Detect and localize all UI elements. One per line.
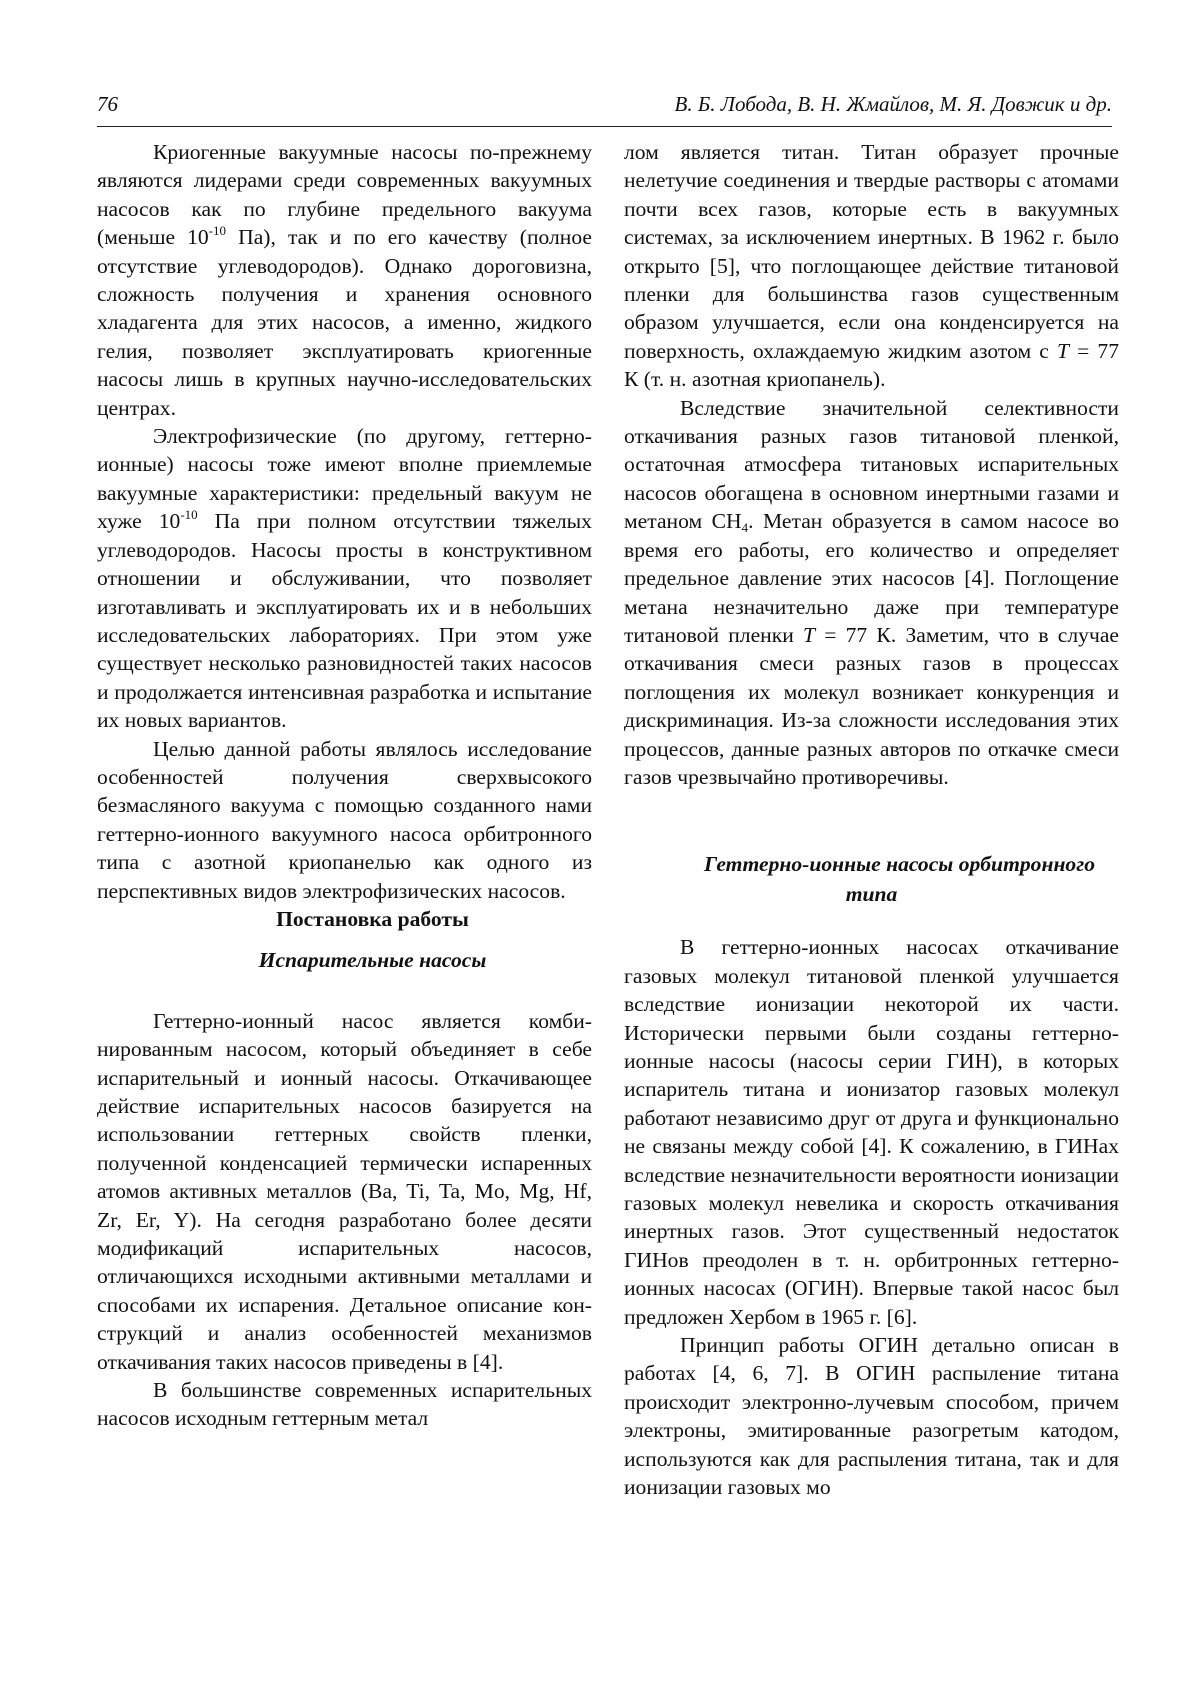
superscript: -10 — [180, 507, 197, 522]
page-header — [97, 92, 1112, 127]
running-head-authors: В. Б. Лобода, В. Н. Жмайлов, М. Я. Довжик и др. — [675, 92, 1112, 117]
page-number: 76 — [97, 92, 118, 117]
left-column — [97, 138, 592, 1433]
variable: T — [803, 623, 815, 647]
text-run: Па), так и по его качеству (полное отсутствие углеводо­родов). Однако дороговизна, сложность полу­чения и хранения основного хладагента для этих насосов, а именно, жидкого гелия, позво­ляет эксплуатировать криогенные насосы лишь в крупных научно-исследовательских центрах. — [97, 225, 592, 419]
subsection-heading: Геттерно-ионные насосы орбитронного типа — [624, 849, 1119, 909]
paragraph: В большинстве современных испари­тельных насосов исходным геттерным метал­ — [97, 1376, 592, 1433]
paragraph: Геттерно-ионный насос является комби­нированным насосом, который объединяет в себе испарительный и ионный насосы. Отка­чивающее действие испарительных насосов базируется на использовании геттерных свойств пленки, полученной конденсацией термически испаренных атомов активных ме­таллов (Ba, Ti, Ta, Mo, Mg, Hf, Zr, Er, Y). На сегодня разработано более десяти модифика­ций испарительных насосов, отличающихся исходными активными металлами и способа­ми их испарения. Детальное описание кон­струкций и анализ особенностей механизмов откачивания таких насосов приведены в [4]. — [97, 1007, 592, 1376]
variable: T — [1057, 339, 1069, 363]
paragraph — [624, 394, 1119, 792]
subscript: 4 — [742, 520, 749, 535]
text-run: Па при полном отсутствии тяжелых углеводородов. Насосы просты в конструктивном отношении и об­служивании, что позволяет изготавливать и эксплуатировать их и в небольших исследова­тельских лабораториях. При этом уже суще­ствует несколько разновидностей таких насо­сов и продолжается интенсивная разработка и испытание их новых вариантов. — [97, 509, 592, 732]
right-column — [624, 138, 1119, 1501]
text-run: Электрофизические (по другому, геттер­но-ионные) насосы тоже имеют вполне при­емлемые вакуумные характеристики: пре­дельный вакуум не хуже 10 — [97, 424, 592, 533]
paragraph — [97, 138, 592, 422]
paragraph — [97, 422, 592, 734]
text-run: . Метан образуется в самом насосе во время его работы, его коли­чество и определяет предельное давление этих насосов [4]. Поглощение метана незначитель­но даже при температуре титановой пленки — [624, 509, 1119, 647]
text-run: Вследствие значительной селективности откачивания разных газов титановой пленкой, остаточная атмосфера титановых испаритель­ных насосов обогащена в основном инертны­ми газами и метаном CH — [624, 396, 1119, 534]
paragraph: Целью данной работы являлось исследо­вание особенностей получения сверхвысокого безмасляного вакуума с помощью созданного нами геттерно-ионного вакуумного насоса ор­битронного типа с азотной криопанелью как одного из перспективных видов электрофизи­ческих насосов. — [97, 735, 592, 905]
paragraph: В геттерно-ионных насосах откачивание газовых молекул титановой пленкой улучша­ется вследствие ионизации некоторой их ча­сти. Исторически первыми были созданы гет­терно-ионные насосы (насосы серии ГИН), в которых испаритель титана и ионизатор газо­вых молекул работают независимо друг от друга и функционально не связаны между со­бой [4]. К сожалению, в ГИНах вследствие незначительности вероятности ионизации га­зовых молекул невелика и скорость откачива­ния инертных газов. Этот существенный недостаток ГИНов преодолен в т. н. ор­битронных геттерно-ионных насосах (ОГИН). Впервые такой насос был предложен Хербом в 1965 г. [6]. — [624, 933, 1119, 1331]
text-run: лом является титан. Титан образует прочные нелетучие соединения и твердые растворы с атомами почти всех газов, которые есть в ва­куумных системах, за исключением инертных. В 1962 г. было открыто [5], что поглощающее действие титановой пленки для большинства газов существенным образом улучшается, ес­ли она конденсируется на поверхность, охла­ждаемую жидким азотом с — [624, 140, 1119, 363]
paragraph — [624, 138, 1119, 394]
text-run: = 77 К. Заметим, что в случае откачивания смеси разных газов в процессах поглощения их молекул возникает конкуренция и дискри­минация. Из-за сложности исследования этих процессов, данные разных авторов по откачке смеси газов чрезвычайно противоречивы. — [624, 623, 1119, 789]
superscript: -10 — [209, 223, 226, 238]
journal-page — [0, 0, 1200, 1698]
paragraph: Принцип работы ОГИН детально описан в работах [4, 6, 7]. В ОГИН распыление титана происходит электронно-лучевым способом, причем электроны, эмитированные разогре­тым катодом, используются как для распыле­ния титана, так и для ионизации газовых мо­ — [624, 1331, 1119, 1501]
text-run: Криогенные вакуумные насосы по-прежнему являются лидерами среди совре­менных вакуумных насосов как по глубине предельного вакуума (меньше 10 — [97, 140, 592, 249]
subsection-heading: Испарительные насосы — [97, 946, 592, 974]
section-heading: Постановка работы — [97, 905, 592, 933]
text-run: = 77 К (т. н. азотная криопанель). — [624, 339, 1119, 391]
